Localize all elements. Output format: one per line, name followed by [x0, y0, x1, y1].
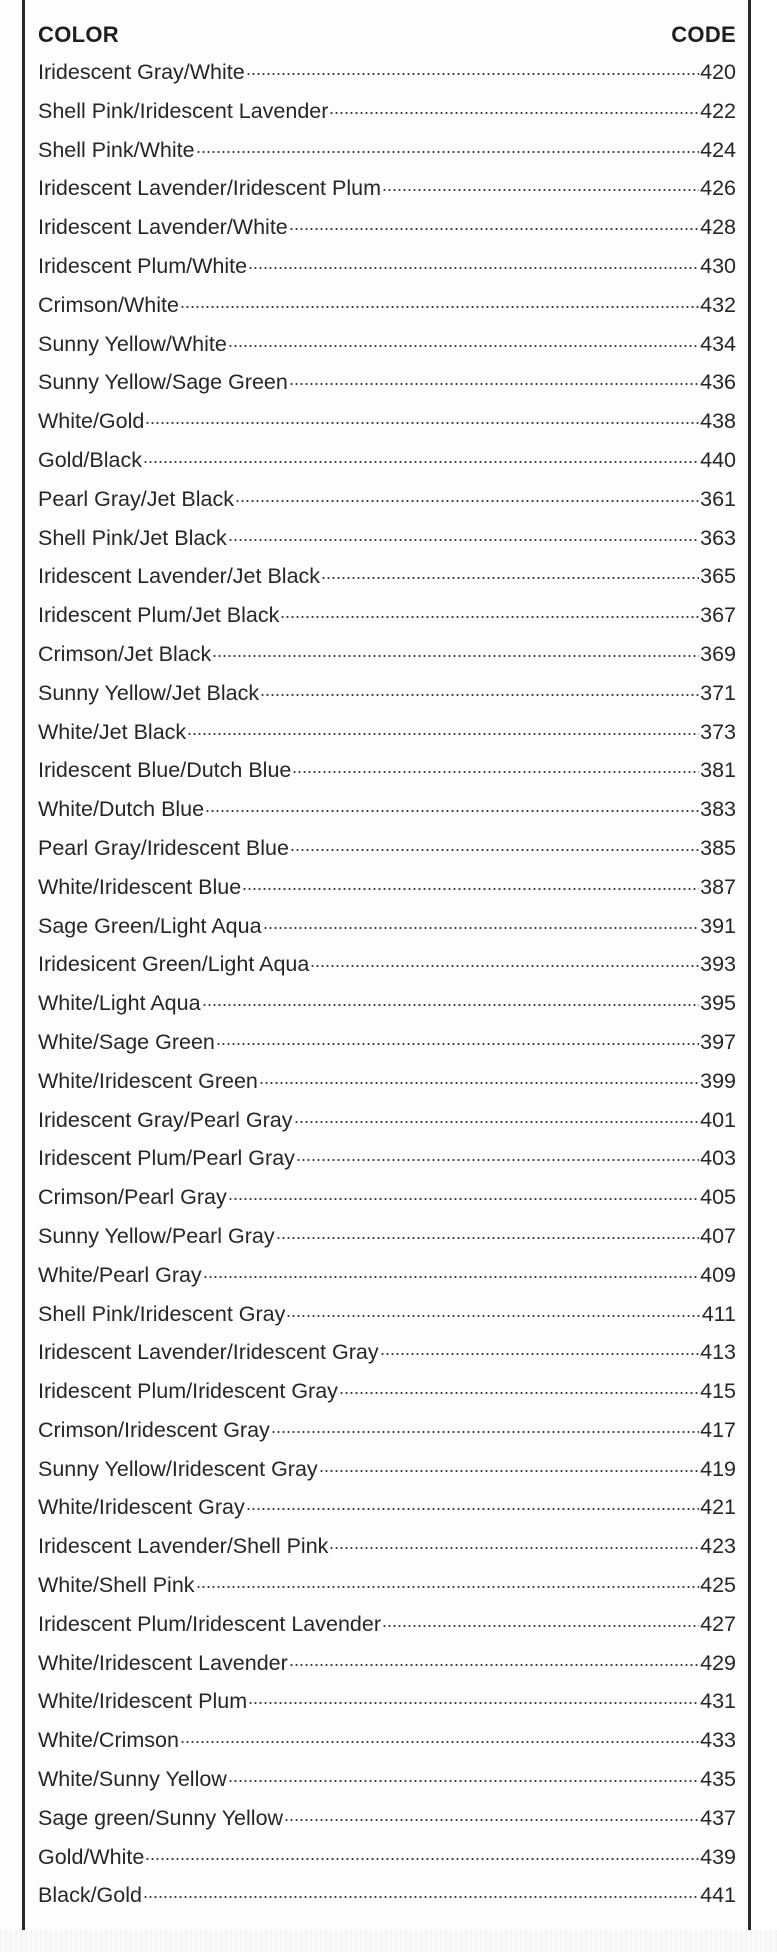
color-name: Iridescent Gray/Pearl Gray [38, 1107, 293, 1132]
color-code: 427 [700, 1611, 736, 1636]
dot-leader [292, 770, 699, 774]
dot-leader [382, 1624, 699, 1628]
dot-leader [212, 654, 699, 658]
dot-leader [339, 1391, 699, 1395]
table-row [38, 1728, 736, 1767]
color-name: Sunny Yellow/White [38, 331, 227, 356]
table-row [38, 1495, 736, 1534]
dot-leader [289, 1663, 699, 1667]
dot-leader [319, 1469, 699, 1473]
color-name: Iridescent Plum/Pearl Gray [38, 1146, 295, 1171]
color-name: Iridesicent Green/Light Aqua [38, 952, 310, 977]
dot-leader [180, 1740, 699, 1744]
color-code: 363 [700, 525, 736, 550]
table-row [38, 1845, 736, 1884]
table-row [38, 99, 736, 138]
table-row [38, 176, 736, 215]
table-row [38, 1689, 736, 1728]
color-name: Sunny Yellow/Iridescent Gray [38, 1456, 318, 1481]
dot-leader [284, 1818, 699, 1822]
color-name: White/Jet Black [38, 719, 187, 744]
color-name: Shell Pink/White [38, 137, 195, 162]
dot-leader [242, 887, 699, 891]
table-row [38, 1302, 736, 1341]
color-name: Crimson/Pearl Gray [38, 1185, 227, 1210]
color-name: Iridescent Plum/Iridescent Lavender [38, 1611, 381, 1636]
left-border-rule [22, 0, 25, 1952]
dot-leader [228, 344, 699, 348]
table-row [38, 681, 736, 720]
color-code: 421 [700, 1495, 736, 1520]
color-code: 424 [700, 137, 736, 162]
dot-leader [246, 72, 699, 76]
color-code: 434 [700, 331, 736, 356]
dot-leader [145, 1857, 699, 1861]
color-name: Iridescent Lavender/Shell Pink [38, 1534, 329, 1559]
table-row [38, 1069, 736, 1108]
color-code: 415 [700, 1379, 736, 1404]
color-name: White/Iridescent Green [38, 1068, 258, 1093]
table-row [38, 254, 736, 293]
color-name: Black/Gold [38, 1883, 142, 1908]
dot-leader [205, 809, 699, 813]
color-code: 373 [700, 719, 736, 744]
dot-leader [228, 538, 699, 542]
dot-leader [280, 615, 699, 619]
table-header [38, 22, 736, 60]
color-code: 411 [701, 1301, 736, 1326]
color-code: 399 [700, 1068, 736, 1093]
code-column-header: CODE [671, 22, 736, 47]
dot-leader [382, 188, 699, 192]
color-code: 437 [700, 1805, 736, 1830]
table-row [38, 1457, 736, 1496]
color-code: 438 [700, 409, 736, 434]
color-name: Gold/White [38, 1844, 145, 1869]
dot-leader [310, 964, 699, 968]
color-name: Shell Pink/Jet Black [38, 525, 227, 550]
dot-leader [289, 227, 699, 231]
table-row [38, 914, 736, 953]
color-name: White/Gold [38, 409, 145, 434]
dot-leader [290, 848, 699, 852]
dot-leader [246, 1507, 699, 1511]
dot-leader [202, 1003, 700, 1007]
color-name: Gold/Black [38, 447, 142, 472]
table-row [38, 1651, 736, 1690]
color-code: 381 [700, 758, 736, 783]
table-row [38, 138, 736, 177]
color-name: White/Light Aqua [38, 991, 201, 1016]
color-name: Iridescent Lavender/Jet Black [38, 564, 321, 589]
table-row [38, 1418, 736, 1457]
color-name: White/Iridescent Plum [38, 1689, 248, 1714]
dot-leader [145, 421, 699, 425]
color-name: Iridescent Plum/White [38, 253, 248, 278]
color-code: 431 [700, 1689, 736, 1714]
table-row [38, 1612, 736, 1651]
dot-leader [248, 1701, 699, 1705]
color-code: 365 [700, 564, 736, 589]
color-code: 385 [700, 835, 736, 860]
dot-leader [329, 111, 699, 115]
color-name: White/Iridescent Blue [38, 874, 242, 899]
color-name: Sunny Yellow/Sage Green [38, 370, 288, 395]
color-code: 369 [700, 641, 736, 666]
table-row [38, 448, 736, 487]
table-row [38, 1185, 736, 1224]
dot-leader [187, 732, 699, 736]
dot-leader [196, 1585, 700, 1589]
table-row [38, 409, 736, 448]
dot-leader [260, 693, 699, 697]
table-row [38, 487, 736, 526]
dot-leader [321, 576, 699, 580]
color-code: 391 [700, 913, 736, 938]
color-name: Iridescent Lavender/Iridescent Gray [38, 1340, 379, 1365]
dot-leader [180, 305, 699, 309]
color-code: 430 [700, 253, 736, 278]
color-code: 405 [700, 1185, 736, 1210]
color-code: 428 [700, 215, 736, 240]
dot-leader [143, 460, 699, 464]
color-name: Crimson/Iridescent Gray [38, 1417, 270, 1442]
color-name: Sage green/Sunny Yellow [38, 1805, 284, 1830]
dot-leader [296, 1158, 699, 1162]
color-code: 413 [700, 1340, 736, 1365]
color-code: 407 [700, 1223, 736, 1248]
dot-leader [235, 499, 699, 503]
color-name: Iridescent Lavender/Iridescent Plum [38, 176, 381, 201]
color-name: Sunny Yellow/Pearl Gray [38, 1223, 275, 1248]
dot-leader [228, 1197, 699, 1201]
dot-leader [248, 266, 699, 270]
color-code: 417 [700, 1417, 736, 1442]
color-name: Shell Pink/Iridescent Gray [38, 1301, 286, 1326]
table-row [38, 1146, 736, 1185]
table-row [38, 758, 736, 797]
color-column-header: COLOR [38, 22, 119, 47]
table-row [38, 1108, 736, 1147]
color-name: Iridescent Gray/White [38, 60, 245, 84]
table-row [38, 60, 736, 99]
color-code: 429 [700, 1650, 736, 1675]
dot-leader [216, 1042, 699, 1046]
table-row [38, 332, 736, 371]
dot-leader [228, 1779, 699, 1783]
color-code: 422 [700, 98, 736, 123]
dot-leader [196, 150, 700, 154]
color-name: White/Pearl Gray [38, 1262, 202, 1287]
color-name: Iridescent Blue/Dutch Blue [38, 758, 292, 783]
color-code: 436 [700, 370, 736, 395]
dot-leader [286, 1314, 700, 1318]
color-code: 440 [700, 447, 736, 472]
color-name: Crimson/White [38, 292, 179, 317]
color-name: White/Iridescent Lavender [38, 1650, 288, 1675]
page-margin [751, 0, 777, 1952]
color-code: 433 [700, 1728, 736, 1753]
color-name: Pearl Gray/Iridescent Blue [38, 835, 289, 860]
table-body [38, 60, 736, 1922]
color-code: 432 [700, 292, 736, 317]
color-code: 439 [700, 1844, 736, 1869]
dot-leader [289, 382, 699, 386]
table-row [38, 1883, 736, 1922]
color-name: Iridescent Lavender/White [38, 215, 288, 240]
table-row [38, 370, 736, 409]
table-row [38, 875, 736, 914]
color-code: 423 [700, 1534, 736, 1559]
table-row [38, 720, 736, 759]
color-code-table [38, 22, 736, 1922]
color-code: 397 [700, 1029, 736, 1054]
table-row [38, 1806, 736, 1845]
color-code: 361 [700, 486, 736, 511]
dot-leader [294, 1120, 700, 1124]
dot-leader [271, 1430, 699, 1434]
table-row [38, 1379, 736, 1418]
color-name: Shell Pink/Iridescent Lavender [38, 98, 329, 123]
color-name: Iridescent Plum/Iridescent Gray [38, 1379, 338, 1404]
color-code: 420 [700, 60, 736, 84]
dot-leader [203, 1275, 699, 1279]
dot-leader [329, 1546, 699, 1550]
dot-leader [276, 1236, 699, 1240]
dot-leader [143, 1895, 699, 1899]
table-row [38, 836, 736, 875]
color-code: 426 [700, 176, 736, 201]
color-name: White/Shell Pink [38, 1573, 195, 1598]
table-row [38, 1224, 736, 1263]
color-code: 395 [700, 991, 736, 1016]
color-code: 419 [700, 1456, 736, 1481]
color-name: White/Sage Green [38, 1029, 215, 1054]
color-name: White/Dutch Blue [38, 797, 205, 822]
color-code: 387 [700, 874, 736, 899]
color-code: 403 [700, 1146, 736, 1171]
table-row [38, 603, 736, 642]
table-row [38, 526, 736, 565]
table-row [38, 797, 736, 836]
color-name: White/Crimson [38, 1728, 179, 1753]
page-bottom-edge [0, 1930, 777, 1952]
color-name: Sunny Yellow/Jet Black [38, 680, 260, 705]
color-name: Iridescent Plum/Jet Black [38, 603, 280, 628]
table-row [38, 1030, 736, 1069]
color-code: 383 [700, 797, 736, 822]
color-name: Crimson/Jet Black [38, 641, 212, 666]
color-code: 441 [700, 1883, 736, 1908]
color-code: 409 [700, 1262, 736, 1287]
table-row [38, 1340, 736, 1379]
table-row [38, 1534, 736, 1573]
color-code: 371 [700, 680, 736, 705]
table-row [38, 1263, 736, 1302]
table-row [38, 293, 736, 332]
color-name: White/Sunny Yellow [38, 1767, 227, 1792]
color-code: 435 [700, 1767, 736, 1792]
table-row [38, 952, 736, 991]
table-row [38, 1573, 736, 1612]
table-row [38, 642, 736, 681]
color-name: Pearl Gray/Jet Black [38, 486, 234, 511]
color-code: 367 [700, 603, 736, 628]
table-row [38, 991, 736, 1030]
dot-leader [259, 1081, 699, 1085]
table-row [38, 1767, 736, 1806]
color-name: White/Iridescent Gray [38, 1495, 245, 1520]
table-row [38, 215, 736, 254]
color-code: 401 [700, 1107, 736, 1132]
color-code: 425 [700, 1573, 736, 1598]
dot-leader [263, 926, 700, 930]
table-row [38, 564, 736, 603]
dot-leader [380, 1352, 700, 1356]
color-name: Sage Green/Light Aqua [38, 913, 262, 938]
color-code: 393 [700, 952, 736, 977]
